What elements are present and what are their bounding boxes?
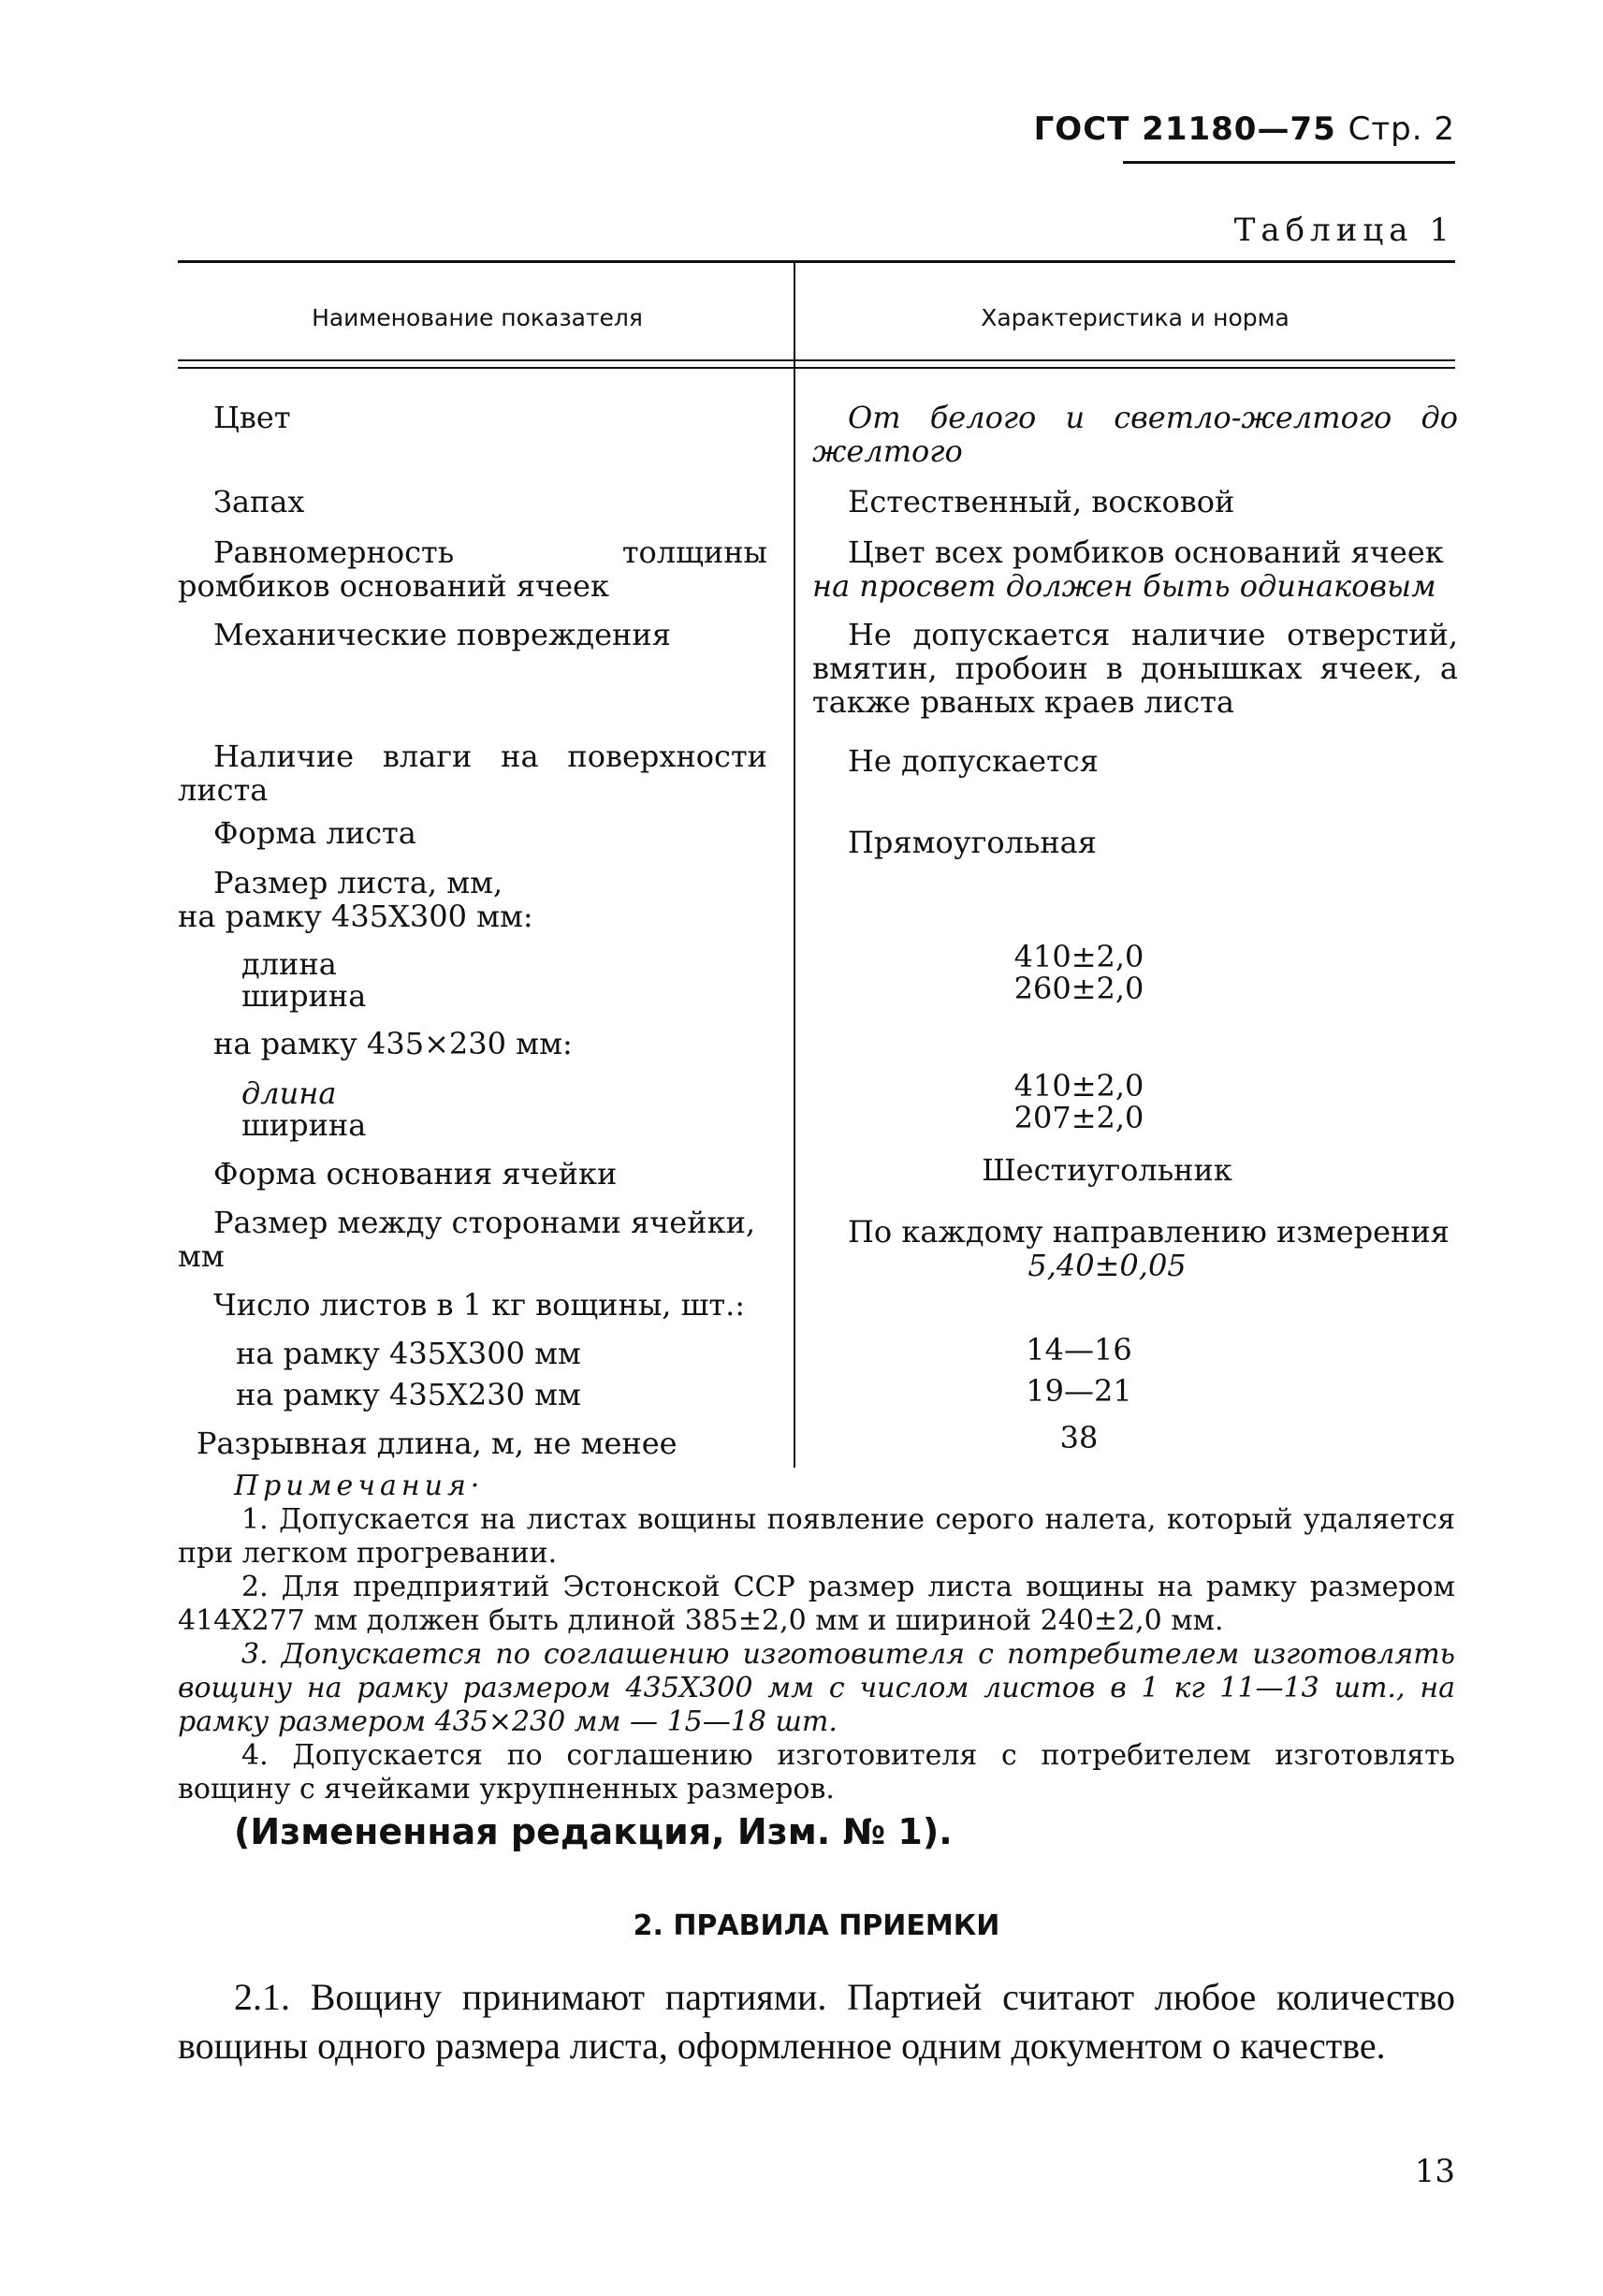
table-row-cell-size-label-a: Размер между сторонами ячейки,: [213, 1205, 756, 1240]
table-header-rule-2: [178, 367, 1455, 369]
table-row-color-value: От белого и светло-желтого до желтого: [812, 400, 1458, 469]
table-row-length2-value: 410±2,0: [1013, 1068, 1144, 1104]
table-row-uniformity-value-a: Цвет всех ромбиков оснований ячеек: [848, 534, 1444, 570]
table-row-cell-shape-label: Форма основания ячейки: [213, 1156, 618, 1192]
table-row-uniformity-label: Равномерность толщины ромбиков оснований ячеек: [178, 534, 767, 604]
table-header-rule: [178, 359, 1455, 361]
table-row-sheets-label: Число листов в 1 кг вощины, шт.:: [213, 1287, 746, 1323]
table-row-length-label: длина: [241, 946, 337, 982]
table-row-cell-size-value-b: 5,40±0,05: [1027, 1248, 1187, 1283]
table-row-shape-value: Прямоугольная: [848, 825, 1097, 860]
table-row-cell-size-label-b: мм: [178, 1238, 225, 1274]
table-row-sheets300-label: на рамку 435Х300 мм: [236, 1336, 581, 1371]
table-row-tensile-label: Разрывная длина, м, не менее: [197, 1426, 678, 1461]
table-column-divider: [794, 262, 795, 1468]
table-row-sheets300-value: 14—16: [1026, 1332, 1132, 1367]
table-row-color-label: Цвет: [213, 400, 291, 435]
document-header: [1034, 110, 1455, 148]
table-row-smell-value: Естественный, восковой: [848, 484, 1235, 519]
table-row-cell-shape-value: Шестиугольник: [982, 1152, 1232, 1188]
amendment-note: (Измененная редакция, Изм. № 1).: [234, 1811, 953, 1852]
table-row-cell-size-value-a: По каждому направлению измерения: [848, 1214, 1450, 1250]
table-row-uniformity-value-b: на просвет должен быть одинаковым: [812, 568, 1436, 604]
table-row-smell-label: Запах: [213, 484, 305, 519]
table-header-left: Наименование показателя: [312, 304, 643, 331]
table-row-width-label: ширина: [241, 978, 367, 1014]
table-row-tensile-value: 38: [1059, 1420, 1099, 1455]
table-row-length2-label: длина: [241, 1075, 337, 1111]
table-row-sheets230-value: 19—21: [1026, 1373, 1132, 1409]
table-header-right: Характеристика и норма: [981, 304, 1290, 331]
table-row-damage-value: Не допускается наличие отверстий, вмятин, пробоин в донышках ячеек, а также рваных краев листа: [812, 617, 1458, 720]
section-title: 2. ПРАВИЛА ПРИЕМКИ: [633, 1909, 1000, 1942]
table-row-length-value: 410±2,0: [1013, 939, 1144, 974]
table-row-width-value: 260±2,0: [1013, 971, 1144, 1006]
note-1: 1. Допускается на листах вощины появление серого налета, который удаляется при легком прогревании.: [178, 1503, 1455, 1570]
header-rule: [1123, 161, 1455, 164]
table-row-width2-value: 207±2,0: [1013, 1100, 1144, 1135]
page-label: Стр. 2: [1348, 110, 1455, 148]
table-row-sheets230-label: на рамку 435Х230 мм: [236, 1377, 581, 1412]
table-top-rule: [178, 260, 1455, 263]
notes-block: [178, 1470, 1455, 1806]
table-row-damage-label: Механические повреждения: [213, 617, 671, 652]
page-number: 13: [1414, 2153, 1455, 2190]
table-row-frame230-label: на рамку 435×230 мм:: [213, 1026, 573, 1061]
table-row-shape-label: Форма листа: [213, 815, 416, 851]
table-row-moisture-label: Наличие влаги на поверхности листа: [178, 739, 767, 808]
table-label: Таблица 1: [1233, 212, 1455, 249]
doc-id: ГОСТ 21180—75: [1033, 110, 1336, 148]
table-row-size-label-a: Размер листа, мм,: [213, 865, 503, 900]
note-2: 2. Для предприятий Эстонской ССР размер листа вощины на рамку размером 414Х277 мм должен быть длиной 385±2,0 мм и шириной 240±2,0 мм.: [178, 1571, 1455, 1637]
section-paragraph: 2.1. Вощину принимают партиями. Партией считают любое количество вощины одного размера листа, оформленное одним документом о качестве.: [178, 1976, 1455, 2067]
table-row-width2-label: ширина: [241, 1107, 367, 1143]
note-4: 4. Допускается по соглашению изготовителя с потребителем изготовлять вощину с ячейками укрупненных размеров.: [178, 1739, 1455, 1806]
table-row-size-label-b: на рамку 435Х300 мм:: [178, 899, 533, 934]
notes-title: Примечания·: [234, 1470, 485, 1502]
table-row-moisture-value: Не допускается: [848, 743, 1099, 779]
note-3: 3. Допускается по соглашению изготовителя с потребителем изготовлять вощину на рамку размером 435Х300 мм с числом листов в 1 кг 11—13 шт., на рамку размером 435×230 мм — 15—18 шт.: [178, 1638, 1455, 1738]
